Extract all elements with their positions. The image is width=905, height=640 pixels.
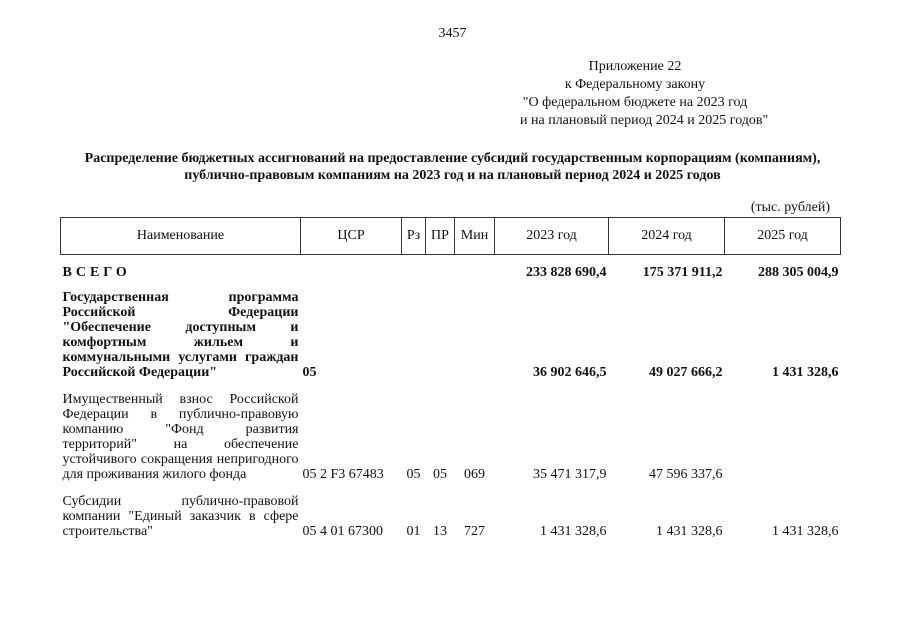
row-pr [426,284,455,380]
row-2025: 1 431 328,6 [772,524,839,539]
row-2023: 35 471 317,9 [533,467,607,482]
total-rz [402,255,426,285]
row-2024: 47 596 337,6 [649,467,723,482]
annex-line: Приложение 22 [588,59,682,74]
row-pr: 13 [433,524,447,539]
table-row [61,380,841,482]
document-title: Распределение бюджетных ассигнований на предоставление субсидий государственным корпорациям (компаниям), публично-правовым компаниям на 2023 год и на плановый период 2024 и 2025 годов [84,151,821,183]
total-label: ВСЕГО [62,265,131,280]
annex-line: к Федеральному закону [564,77,706,92]
row-min: 727 [464,524,485,539]
header-min: Мин [455,218,495,255]
table-header-row [61,218,841,255]
table-row-total [61,255,841,285]
header-pr: ПР [426,218,455,255]
header-2023: 2023 год [495,218,609,255]
header-2025: 2025 год [725,218,841,255]
row-rz: 05 [406,467,421,482]
row-min: 069 [464,467,485,482]
row-rz: 01 [406,524,421,539]
annex-line: и на плановый период 2024 и 2025 годов" [520,113,769,128]
row-2024: 1 431 328,6 [656,524,723,539]
row-2025: 1 431 328,6 [772,365,839,380]
row-2024: 49 027 666,2 [649,365,723,380]
annex-block [520,58,769,130]
row-name: Субсидии публично-правовой компании "Единый заказчик в сфере строительства" [62,494,299,539]
row-2025 [725,380,841,482]
row-pr: 05 [433,467,447,482]
header-name: Наименование [61,218,301,255]
row-2023: 36 902 646,5 [533,365,607,380]
header-2024: 2024 год [609,218,725,255]
header-csr: ЦСР [301,218,402,255]
budget-table [60,217,841,539]
header-rz: Рз [402,218,426,255]
annex-line: "О федеральном бюджете на 2023 год [522,95,748,110]
row-rz [402,284,426,380]
total-2025: 288 305 004,9 [758,265,839,280]
total-2023: 233 828 690,4 [526,265,607,280]
row-name: Государственная программа Российской Федерации "Обеспечение доступным и комфортным жильем и коммунальными услугами граждан Российской Федерации" [62,290,299,380]
row-csr: 05 4 01 67300 [302,524,383,539]
row-csr: 05 2 F3 67483 [302,467,384,482]
row-min [455,284,495,380]
total-csr [301,255,402,285]
row-2023: 1 431 328,6 [540,524,607,539]
table-row [61,482,841,539]
table-row [61,284,841,380]
row-name: Имущественный взнос Российской Федерации в публично-правовую компанию "Фонд развития территорий" на обеспечение устойчивого сокращения непригодного для проживания жилого фонда [62,392,299,482]
row-csr: 05 [302,365,317,380]
page-number: 3457 [438,26,467,41]
total-2024: 175 371 911,2 [642,265,723,280]
units-label: (тыс. рублей) [750,200,830,215]
total-pr [426,255,455,285]
total-min [455,255,495,285]
